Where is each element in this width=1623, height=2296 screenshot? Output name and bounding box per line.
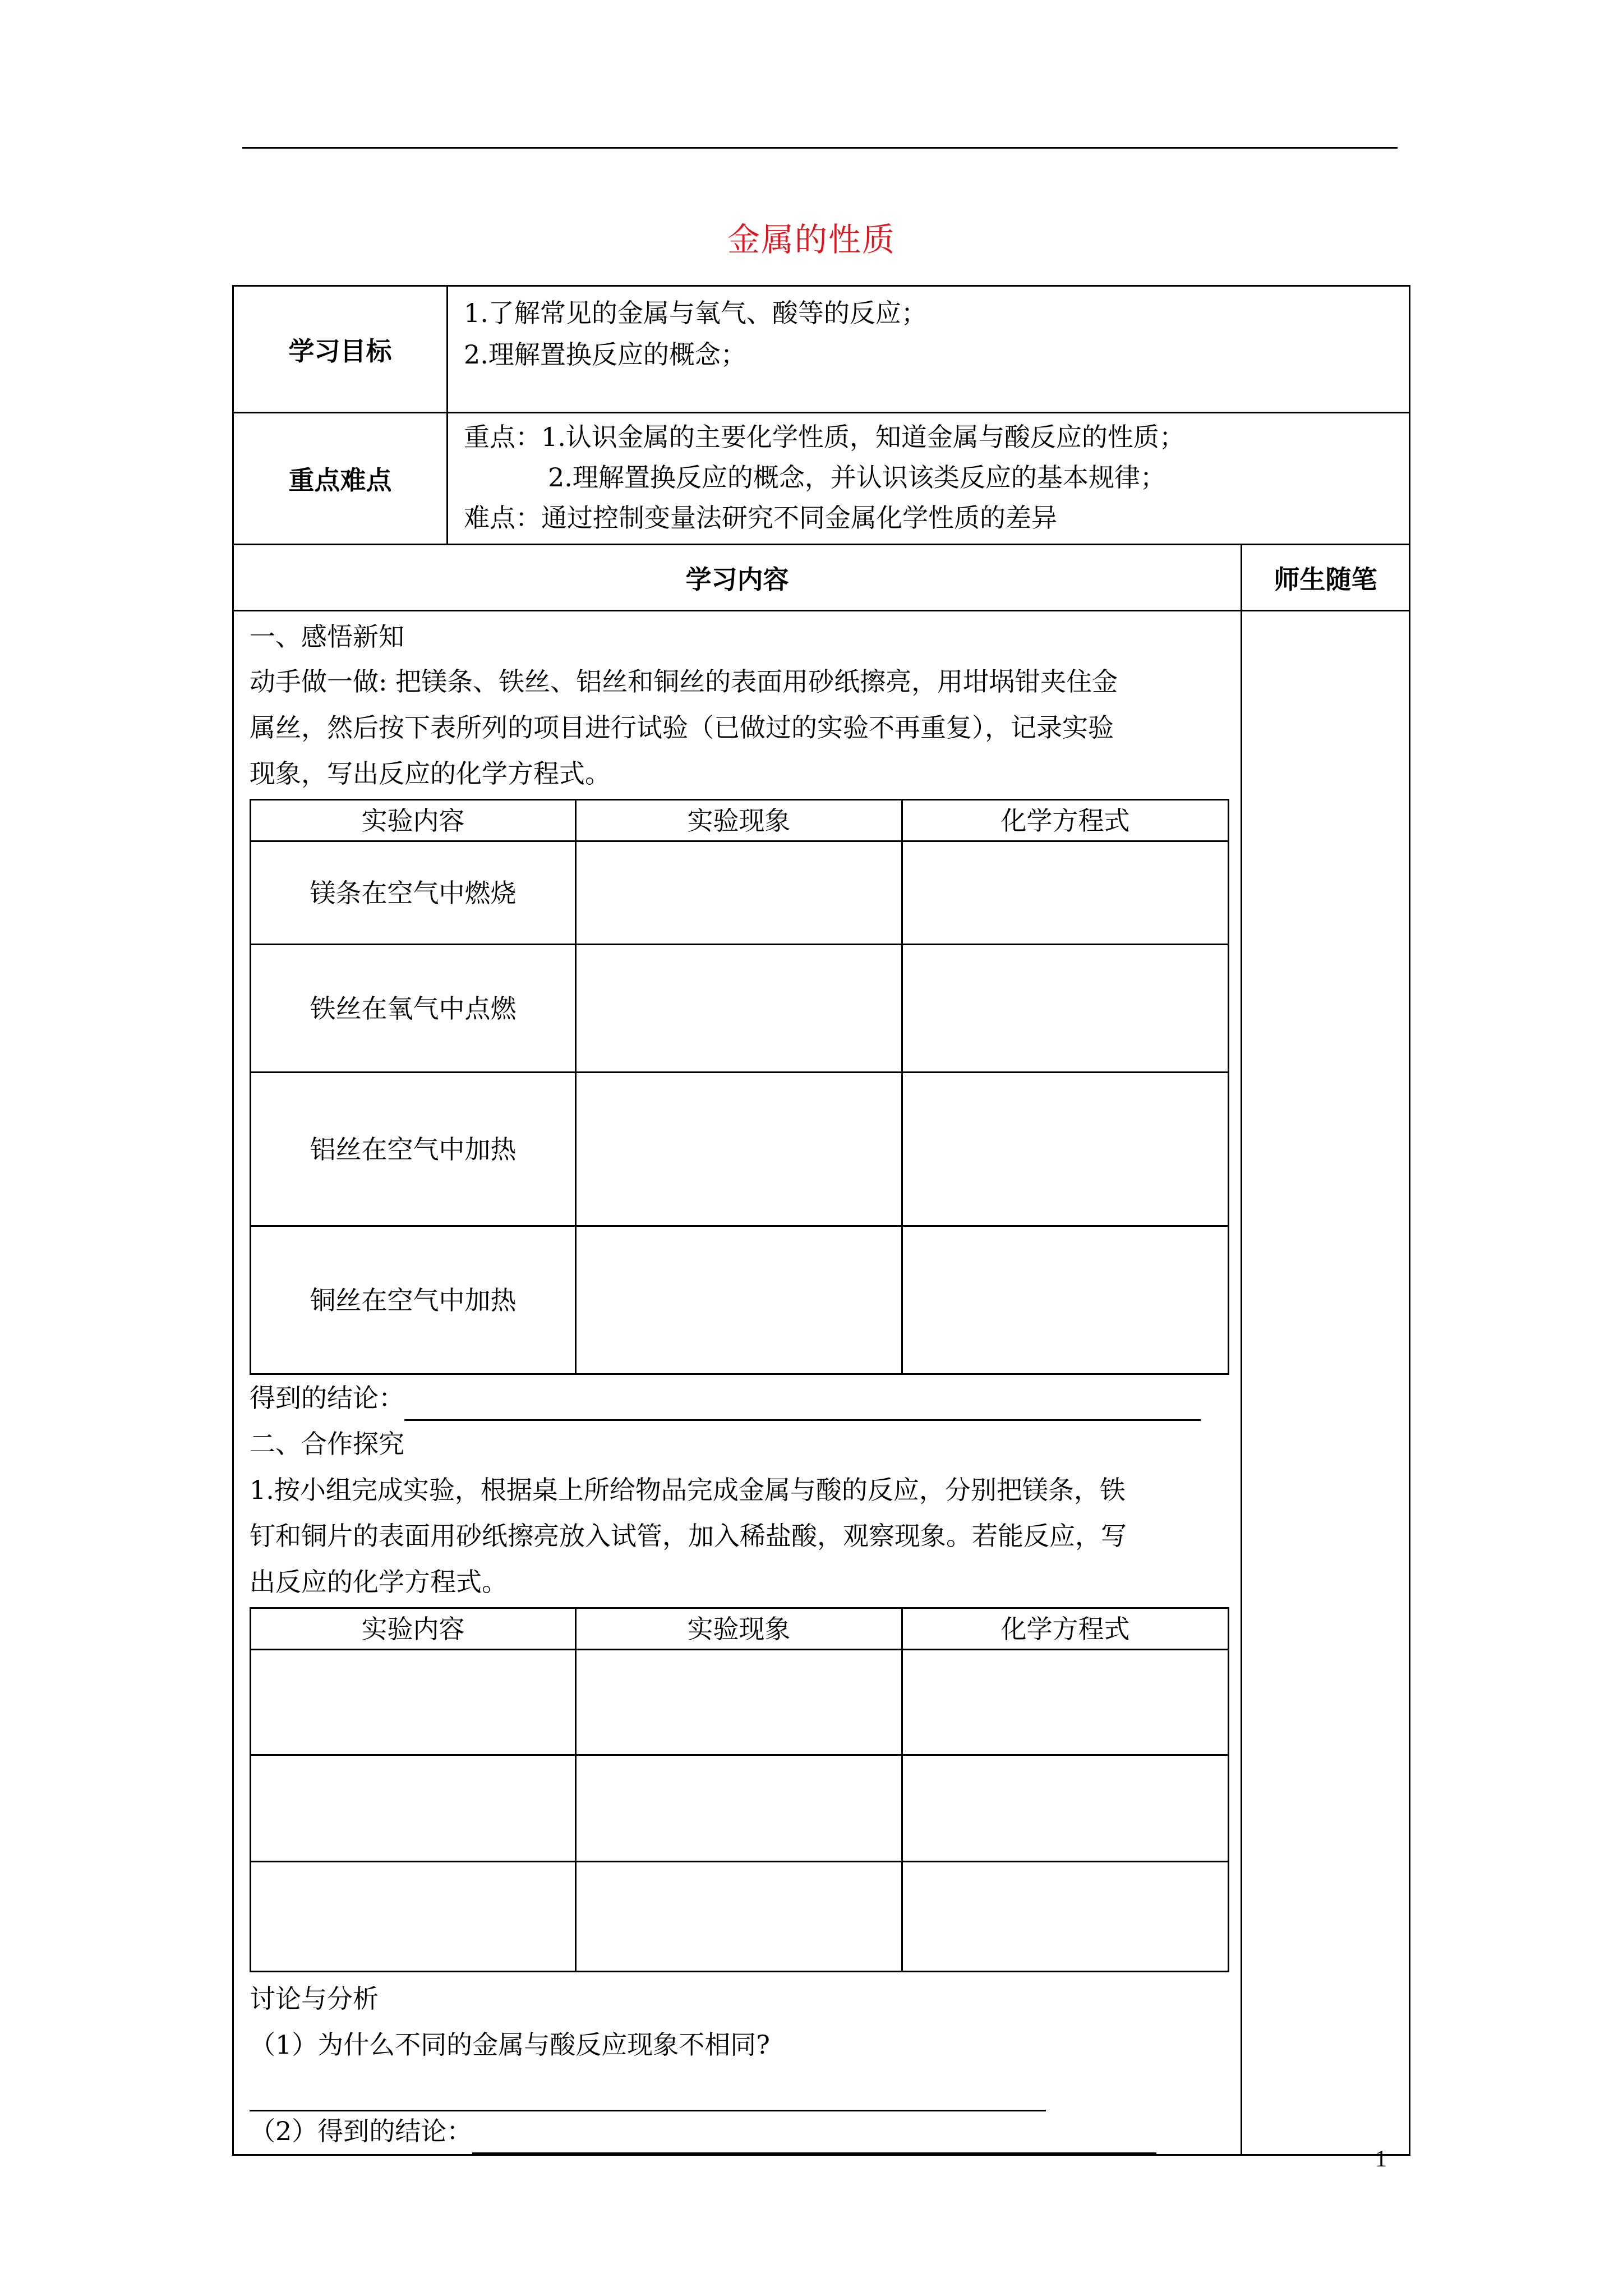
observation-cell[interactable] (576, 1650, 902, 1755)
equation-cell[interactable] (902, 1755, 1229, 1862)
table-header: 实验内容 (251, 1608, 576, 1650)
experiment-name: 铝丝在空气中加热 (251, 1073, 576, 1226)
key-points-label: 重点难点 (233, 413, 448, 545)
section1-instruction: 属丝，然后按下表所列的项目进行试验（已做过的实验不再重复），记录实验 (250, 712, 1114, 743)
observation-cell[interactable] (576, 1226, 902, 1374)
worksheet-table (232, 285, 1410, 2156)
table-header: 实验现象 (576, 800, 902, 841)
conclusion-blank[interactable] (404, 1389, 1201, 1421)
equation-cell[interactable] (902, 1650, 1229, 1755)
equation-cell[interactable] (902, 1226, 1229, 1374)
experiment-name-cell[interactable] (251, 1650, 576, 1755)
section1-experiment-table (250, 799, 1229, 1375)
question2-blank[interactable] (472, 2122, 1156, 2154)
notes-cell[interactable] (1242, 611, 1410, 2155)
section1-conclusion (250, 1375, 1225, 1421)
equation-cell[interactable] (902, 841, 1229, 945)
table-header: 实验内容 (251, 800, 576, 841)
observation-cell[interactable] (576, 1073, 902, 1226)
objectives-content (448, 286, 1410, 413)
question1-blank[interactable] (250, 2079, 1046, 2111)
experiment-name-cell[interactable] (251, 1862, 576, 1972)
question2-label: （2）得到的结论： (250, 2116, 473, 2146)
document-title: 金属的性质 (727, 220, 896, 259)
section1-heading: 一、感悟新知 (250, 622, 404, 652)
equation-cell[interactable] (902, 1862, 1229, 1972)
question1-answer (250, 2068, 1225, 2108)
experiment-name-cell[interactable] (251, 1755, 576, 1862)
conclusion-label: 得到的结论： (250, 1383, 404, 1413)
header-rule (242, 147, 1398, 149)
equation-cell[interactable] (902, 1073, 1229, 1226)
discussion-heading: 讨论与分析 (250, 1984, 379, 2014)
section2-experiment-table (250, 1607, 1229, 1972)
difficulty-line: 难点：通过控制变量法研究不同金属化学性质的差异 (464, 503, 1057, 533)
table-header: 实验现象 (576, 1608, 902, 1650)
observation-cell[interactable] (576, 841, 902, 945)
equation-cell[interactable] (902, 945, 1229, 1073)
objectives-label: 学习目标 (233, 286, 448, 413)
key-points-content (448, 413, 1410, 545)
section2-instruction: 出反应的化学方程式。 (250, 1567, 508, 1597)
experiment-name: 镁条在空气中燃烧 (251, 841, 576, 945)
key-point-line: 重点：1.认识金属的主要化学性质，知道金属与酸反应的性质； (464, 422, 1185, 452)
observation-cell[interactable] (576, 945, 902, 1073)
observation-cell[interactable] (576, 1755, 902, 1862)
section2-heading: 二、合作探究 (250, 1429, 404, 1459)
section2-instruction: 钉和铜片的表面用砂纸擦亮放入试管，加入稀盐酸，观察现象。若能反应，写 (250, 1521, 1127, 1551)
section2-instruction: 1.按小组完成实验，根据桌上所给物品完成金属与酸的反应，分别把镁条，铁 (250, 1475, 1126, 1505)
section1-instruction: 现象，写出反应的化学方程式。 (250, 758, 611, 789)
page-number: 1 (1375, 2146, 1387, 2172)
content-column-header: 学习内容 (233, 545, 1242, 611)
key-point-line: 2.理解置换反应的概念，并认识该类反应的基本规律； (548, 462, 1166, 493)
experiment-name: 铜丝在空气中加热 (251, 1226, 576, 1374)
objective-line: 2.理解置换反应的概念； (464, 339, 746, 370)
section1-instruction: 动手做一做: 把镁条、铁丝、铝丝和铜丝的表面用砂纸擦亮，用坩埚钳夹住金 (250, 666, 1118, 697)
table-header: 化学方程式 (902, 1608, 1229, 1650)
discussion-question-1: （1）为什么不同的金属与酸反应现象不相同? (250, 2030, 770, 2060)
discussion-question-2 (250, 2108, 1225, 2154)
experiment-name: 铁丝在氧气中点燃 (251, 945, 576, 1073)
observation-cell[interactable] (576, 1862, 902, 1972)
table-header: 化学方程式 (902, 800, 1229, 841)
notes-column-header: 师生随笔 (1242, 545, 1410, 611)
learning-content (233, 611, 1242, 2155)
objective-line: 1.了解常见的金属与氧气、酸等的反应； (464, 298, 927, 328)
